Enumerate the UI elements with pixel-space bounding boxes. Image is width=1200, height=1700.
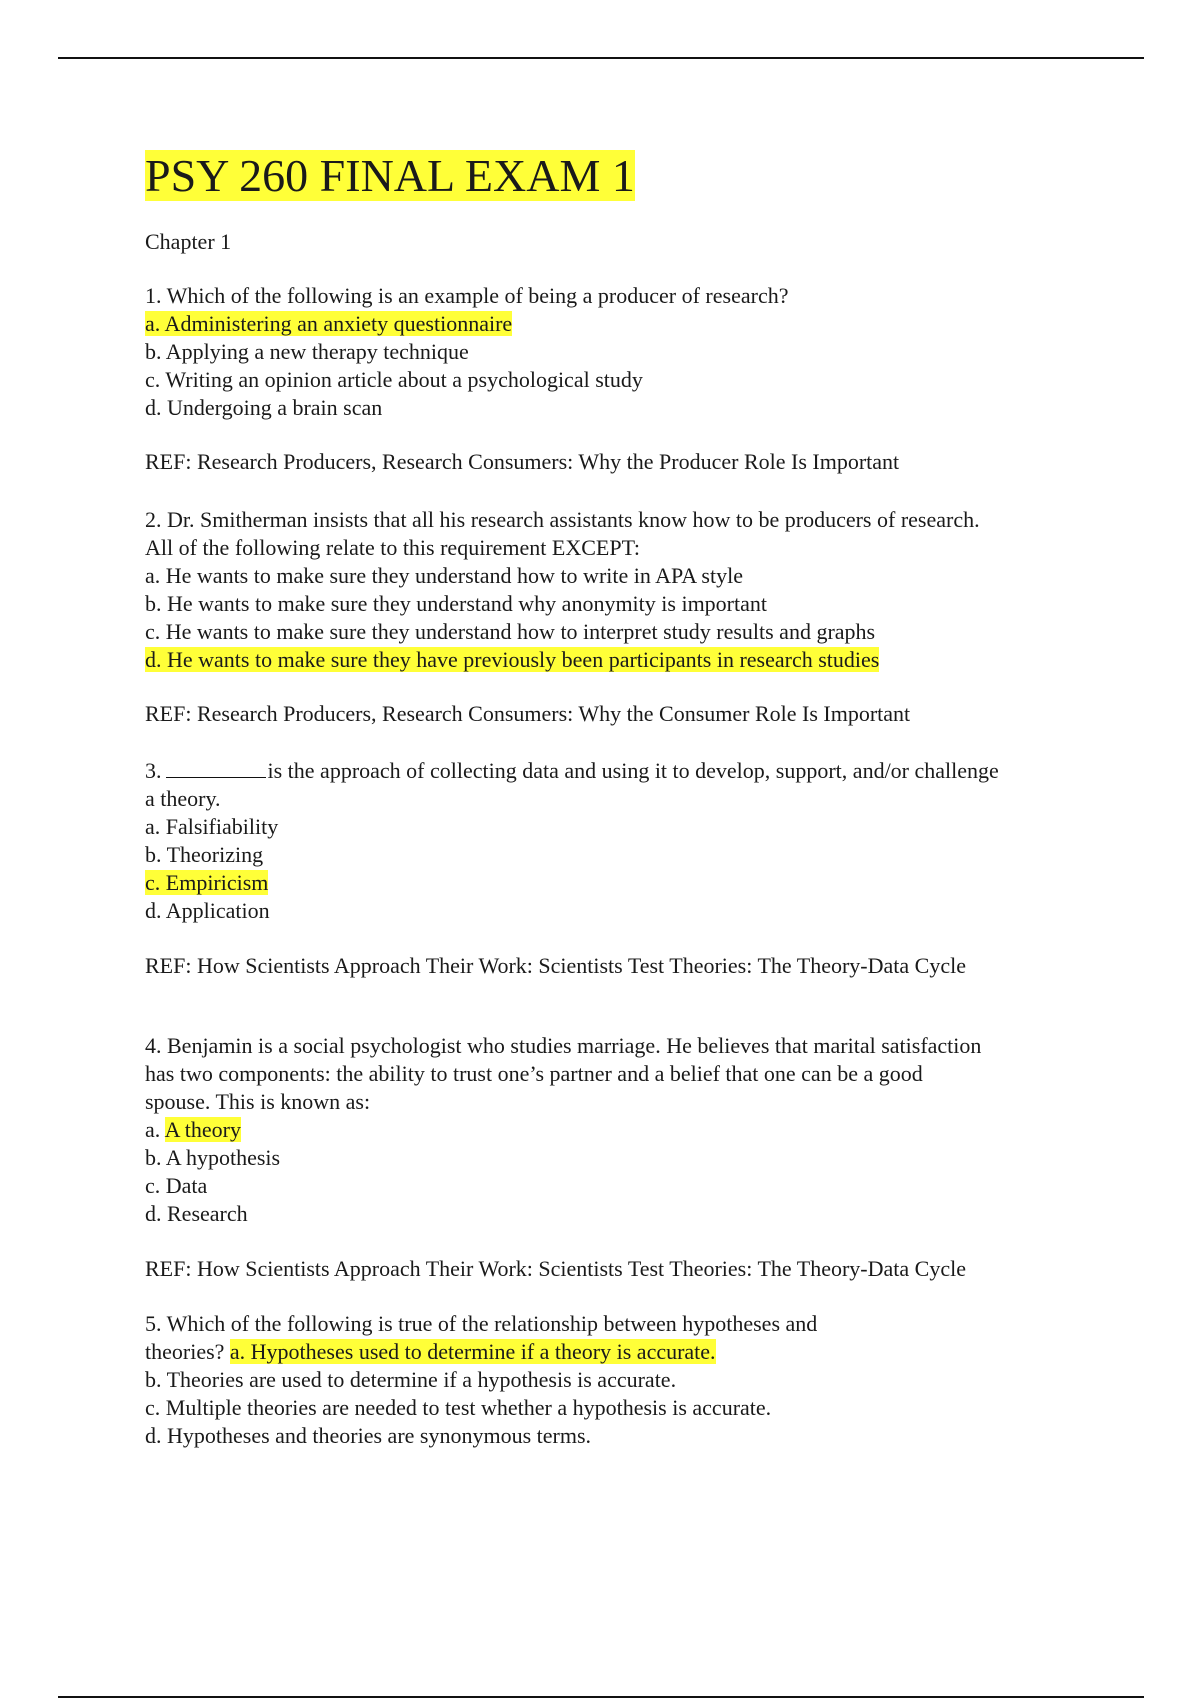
answer-option: d. Undergoing a brain scan: [145, 395, 383, 420]
question-stem: has two components: the ability to trust one’s partner and a belief that one can be a good: [145, 1061, 923, 1086]
answer-option: c. Empiricism: [145, 870, 269, 895]
page-title: PSY 260 FINAL EXAM 1: [145, 150, 635, 201]
question-4: [145, 1032, 981, 1228]
question-stem: theories? a. Hypotheses used to determine if a theory is accurate.: [145, 1339, 716, 1364]
answer-option: d. Application: [145, 898, 270, 923]
question-stem: 1. Which of the following is an example of being a producer of research?: [145, 283, 789, 308]
question-3: [145, 757, 999, 925]
question-5: [145, 1310, 817, 1450]
question-stem: 3. is the approach of collecting data and using it to develop, support, and/or challenge: [145, 758, 999, 783]
question-stem: All of the following relate to this requirement EXCEPT:: [145, 535, 641, 560]
answer-option: a. A theory: [145, 1117, 241, 1142]
answer-option: a. Hypotheses used to determine if a theory is accurate.: [229, 1339, 716, 1364]
question-1: [145, 282, 788, 422]
footer-rule: [58, 1696, 1144, 1698]
question-2-ref: REF: Research Producers, Research Consumers: Why the Consumer Role Is Important: [145, 701, 911, 726]
answer-option: b. Theories are used to determine if a hypothesis is accurate.: [145, 1367, 677, 1392]
answer-option: b. Theorizing: [145, 842, 264, 867]
question-1-ref: REF: Research Producers, Research Consumers: Why the Producer Role Is Important: [145, 449, 900, 474]
answer-option: c. He wants to make sure they understand how to interpret study results and graphs: [145, 619, 876, 644]
chapter-label: Chapter 1: [145, 229, 232, 254]
question-2: [145, 506, 980, 674]
answer-option: c. Data: [145, 1173, 208, 1198]
answer-option: d. He wants to make sure they have previously been participants in research studies: [145, 647, 880, 672]
answer-option: a. Falsifiability: [145, 814, 279, 839]
header-rule: [58, 57, 1144, 59]
answer-option: d. Research: [145, 1201, 248, 1226]
question-stem: spouse. This is known as:: [145, 1089, 371, 1114]
question-stem: 2. Dr. Smitherman insists that all his research assistants know how to be producers of research.: [145, 507, 980, 532]
answer-option: c. Writing an opinion article about a psychological study: [145, 367, 643, 392]
question-4-ref: REF: How Scientists Approach Their Work: Scientists Test Theories: The Theory-Data Cycle: [145, 1256, 966, 1281]
answer-option: b. He wants to make sure they understand why anonymity is important: [145, 591, 767, 616]
question-stem: a theory.: [145, 786, 221, 811]
answer-option: a. Administering an anxiety questionnaire: [145, 311, 513, 336]
fill-in-blank: [166, 757, 266, 778]
question-stem: 5. Which of the following is true of the relationship between hypotheses and: [145, 1311, 818, 1336]
answer-option: a. He wants to make sure they understand how to write in APA style: [145, 563, 743, 588]
question-stem: 4. Benjamin is a social psychologist who studies marriage. He believes that marital satisfaction: [145, 1033, 982, 1058]
answer-option: c. Multiple theories are needed to test whether a hypothesis is accurate.: [145, 1395, 772, 1420]
answer-option: b. Applying a new therapy technique: [145, 339, 469, 364]
answer-option: b. A hypothesis: [145, 1145, 281, 1170]
question-3-ref: REF: How Scientists Approach Their Work: Scientists Test Theories: The Theory-Data Cycle: [145, 953, 966, 978]
answer-option: d. Hypotheses and theories are synonymous terms.: [145, 1423, 592, 1448]
